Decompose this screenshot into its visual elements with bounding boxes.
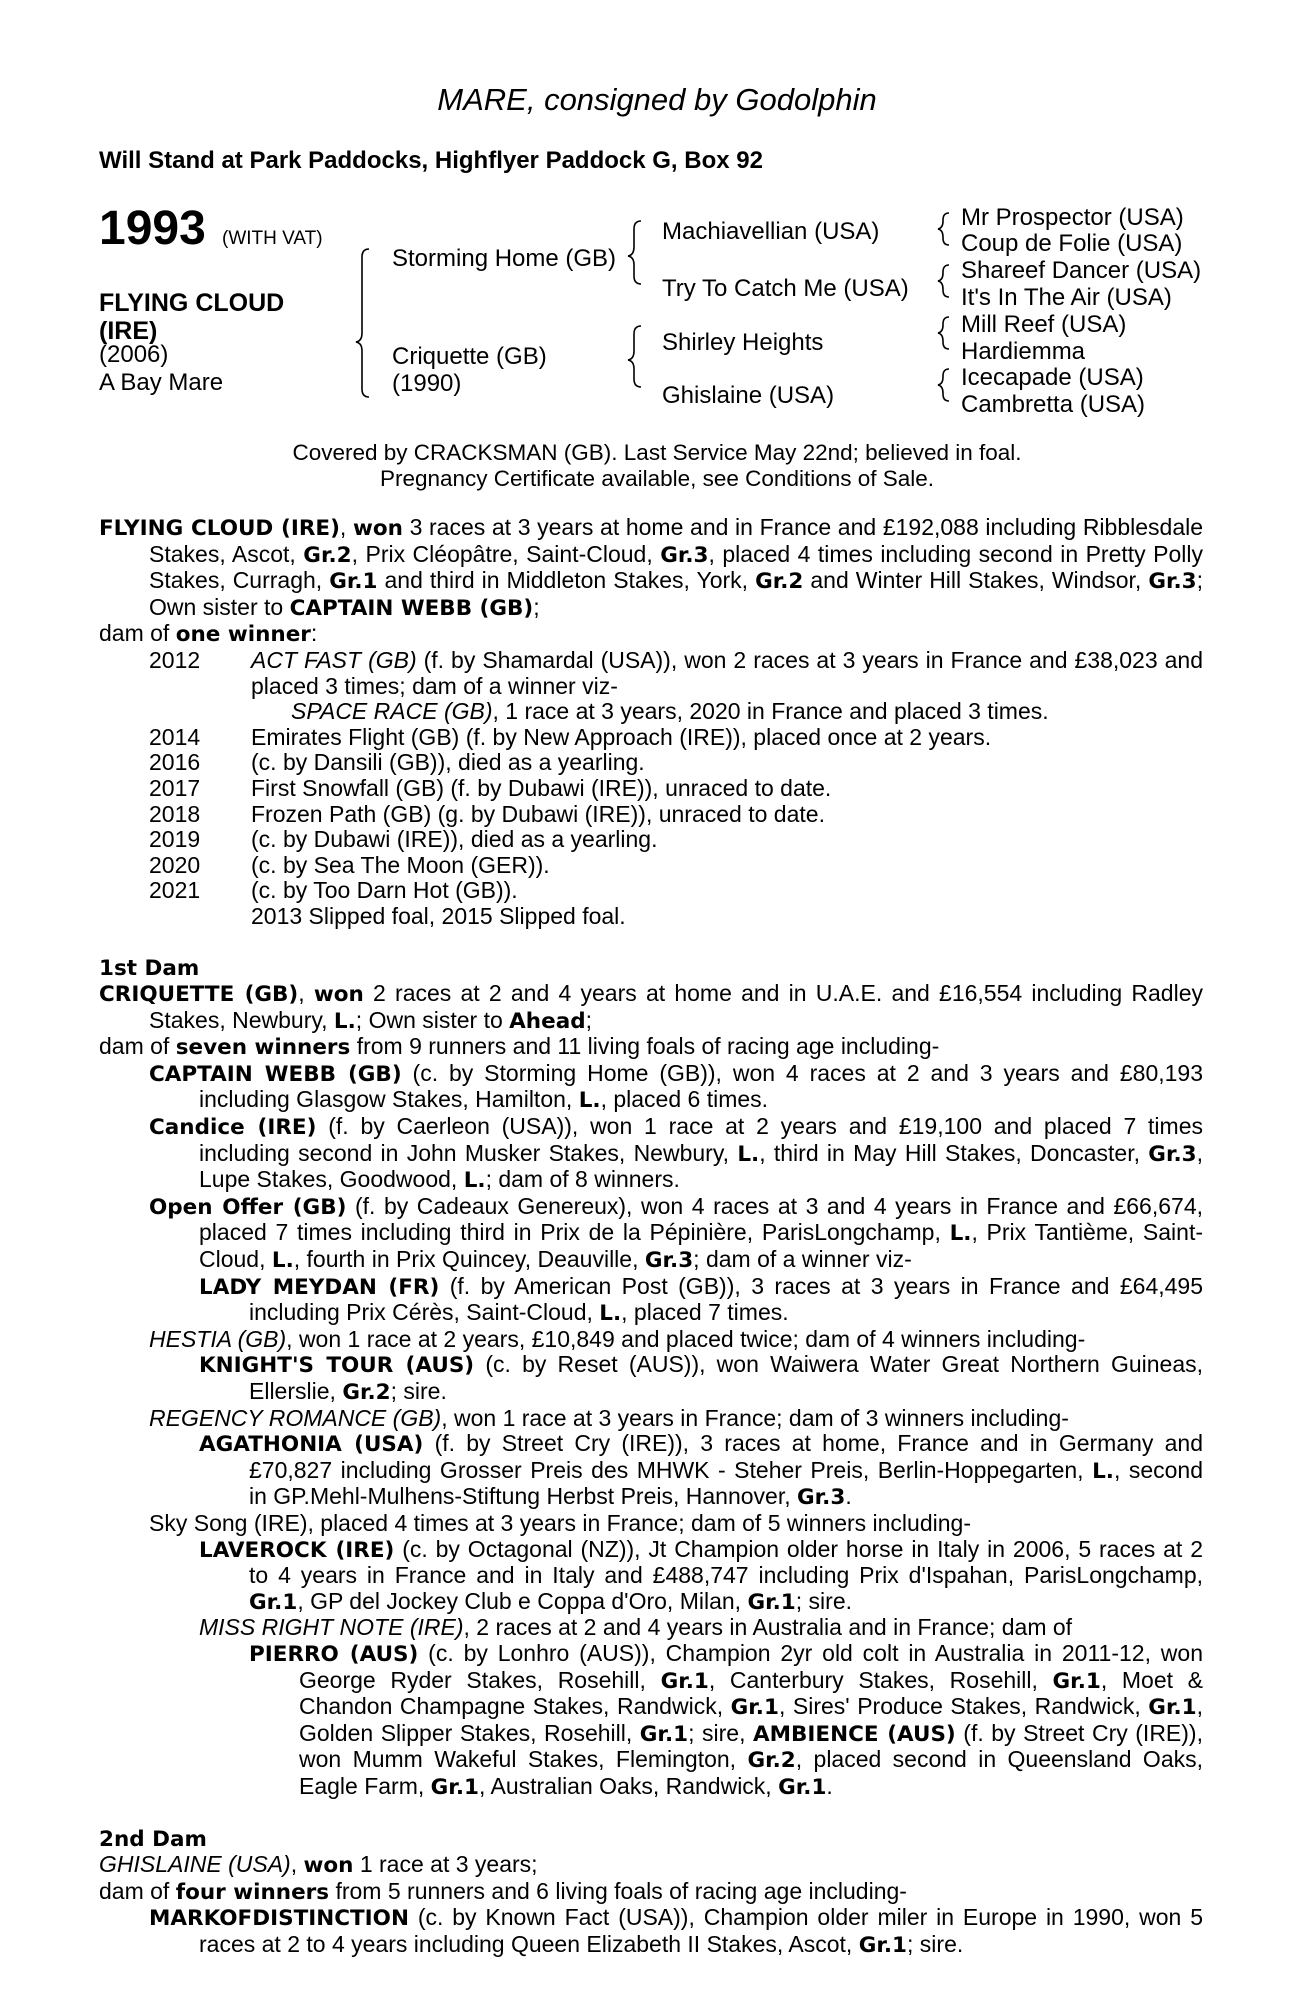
dam-name-bold: CRIQUETTE (GB): [99, 982, 299, 1008]
progeny-name: MARKOFDISTINCTION: [149, 1906, 409, 1932]
grade-label: L.: [949, 1221, 972, 1247]
progeny-name: HESTIA (GB): [149, 1325, 287, 1352]
progeny-name: KNIGHT'S TOUR (AUS): [199, 1353, 475, 1379]
progeny-year: 2017: [149, 774, 201, 801]
progeny-name: Open Offer (GB): [149, 1194, 347, 1220]
record-text: ; sire.: [907, 1930, 964, 1957]
grade-label: Gr.3: [660, 542, 709, 568]
second-dam-heading: 2nd Dam: [99, 1826, 207, 1852]
race-text: 3 races at 3 years at home and in France and £192,088 including Ribblesdale Stakes, Ascot,: [149, 514, 1204, 567]
vat-note: (WITH VAT): [222, 228, 323, 249]
progeny-year: 2014: [149, 723, 201, 750]
grade-label: Gr.2: [342, 1380, 391, 1405]
progeny-detail: Emirates Flight (GB) (f. by New Approach (IRE)), placed once at 2 years.: [251, 723, 992, 750]
progeny-row: [149, 904, 1203, 930]
great-grandparent-1: Mr Prospector (USA): [961, 204, 1184, 231]
won-label: won: [352, 516, 403, 541]
progeny-detail: (c. by Dansili (GB)), died as a yearling.: [251, 749, 645, 776]
grade-label: Gr.1: [778, 1774, 827, 1800]
grade-label: Gr.3: [1148, 1141, 1197, 1167]
record-text: (c. by Storming Home (GB)), won 4 races at 2 and 3 years and £80,193 including Glasgow Stakes, Hamilton,: [199, 1059, 1203, 1113]
grade-label: Gr.1: [660, 1668, 709, 1694]
record-text: ; Own sister to: [355, 1006, 510, 1033]
great-grandparent-4: It's In The Air (USA): [961, 284, 1172, 311]
dam-sire: Shirley Heights: [662, 329, 824, 356]
grade-label: L.: [578, 1088, 601, 1114]
progeny-row: [149, 827, 1203, 853]
record-text: ;: [585, 1006, 592, 1033]
record-text: ; sire.: [390, 1378, 447, 1404]
record-text: , Canterbury Stakes, Rosehill,: [708, 1666, 1053, 1693]
record-text: (c. by Lonhro (AUS)), Champion 2yr old colt in Australia in 2011-12, won George Ryder Stakes, Rosehill,: [299, 1639, 1203, 1693]
progeny-name: AGATHONIA (USA): [199, 1432, 424, 1458]
progeny-year: 2019: [149, 826, 201, 853]
progeny-year: [149, 904, 251, 930]
sire-dam: Try To Catch Me (USA): [662, 275, 909, 302]
record-text: , won 1 race at 2 years, £10,849 and placed twice; dam of 4 winners including-: [286, 1325, 1086, 1352]
record-text: ; sire,: [688, 1719, 753, 1746]
grade-label: Gr.1: [858, 1932, 908, 1958]
race-text: , placed 4 times including second in Pretty Polly Stakes, Curragh,: [149, 540, 1203, 594]
pedigree-table: [99, 202, 1229, 430]
dam-of-label: dam of: [99, 620, 176, 647]
progeny-name: MISS RIGHT NOTE (IRE): [199, 1614, 464, 1641]
grade-label: L.: [737, 1141, 760, 1167]
progeny-entry: [99, 1537, 1203, 1616]
race-record: FLYING CLOUD (IRE), won 3 races at 3 years at home and in France and £192,088 including Ribblesdale Stakes, Ascot, Gr.2, Prix Cléopâtre, Saint-Cloud, Gr.3, placed 4 times including second in Pretty Polly Stakes, Curragh, Gr.1 and third in Middleton Stakes, York, Gr.2 and Winter Hill Stakes, Windsor, Gr.3; Own sister to CAPTAIN WEBB (GB);: [99, 514, 1204, 621]
progeny-list: [99, 648, 1203, 930]
progeny-entry: [99, 1194, 1203, 1274]
stand-location: Will Stand at Park Paddocks, Highflyer Paddock G, Box 92: [99, 147, 763, 174]
progeny-text: [251, 699, 1203, 725]
sibling-name: Ahead: [509, 1008, 586, 1034]
record-text: ,: [290, 1851, 304, 1878]
progeny-year: 2016: [149, 749, 201, 776]
grade-label: Gr.1: [730, 1695, 779, 1721]
dam-dam: Ghislaine (USA): [662, 382, 835, 409]
progeny-entry: [99, 1511, 1203, 1537]
race-text: , Prix Cléopâtre, Saint-Cloud,: [351, 540, 661, 567]
progeny-entry: [99, 1274, 1203, 1327]
record-text: , Sires' Produce Stakes, Randwick,: [778, 1693, 1149, 1720]
grade-label: Gr.1: [639, 1721, 689, 1747]
progeny-entry: [99, 1431, 1203, 1511]
progeny-row: [149, 750, 1203, 776]
record-text: (f. by American Post (GB)), 3 races at 3 years in France and £64,495 including Prix Cérès, Saint-Cloud,: [249, 1272, 1203, 1326]
dam-year: (1990): [392, 370, 462, 397]
progeny-entry: [99, 1061, 1203, 1114]
grade-label: Gr.3: [644, 1248, 694, 1274]
progeny-entry: [99, 1114, 1203, 1194]
progeny-name: LADY MEYDAN (FR): [199, 1274, 440, 1300]
record-text: ; dam of 8 winners.: [485, 1166, 680, 1193]
progeny-name: ACT FAST (GB): [251, 646, 417, 673]
sibling-name: CAPTAIN WEBB (GB): [289, 595, 534, 621]
progeny-name: PIERRO (AUS): [249, 1641, 419, 1667]
progeny-year: 2020: [149, 851, 201, 878]
record-text: 1 race at 3 years;: [353, 1851, 538, 1878]
second-dam-record: [99, 1852, 1203, 1879]
covered-note: [0, 440, 1314, 492]
dam-name: Criquette (GB): [392, 343, 547, 370]
record-text: from 9 runners and 11 living foals of racing age including-: [350, 1033, 940, 1060]
record-text: , won 1 race at 3 years in France; dam of 3 winners including-: [441, 1404, 1069, 1431]
grade-label: Gr.1: [747, 1589, 796, 1615]
grade-label: Gr.1: [430, 1774, 479, 1800]
progeny-detail: (c. by Dubawi (IRE)), died as a yearling.: [251, 826, 658, 853]
race-text: and Winter Hill Stakes, Windsor,: [803, 567, 1149, 594]
dam-of-label: dam of: [99, 1033, 176, 1060]
catalogue-body: [99, 515, 1203, 1958]
dam-of-label: dam of: [99, 1877, 176, 1904]
record-text: ; sire.: [795, 1587, 852, 1614]
covered-line-1: Covered by CRACKSMAN (GB). Last Service May 22nd; believed in foal.: [292, 440, 1022, 465]
progeny-name: Candice (IRE): [149, 1115, 317, 1141]
progeny-year: [149, 699, 251, 725]
great-grandparent-7: Icecapade (USA): [961, 364, 1144, 391]
covered-line-2: Pregnancy Certificate available, see Conditions of Sale.: [379, 466, 935, 491]
record-text: , fourth in Prix Quincey, Deauville,: [293, 1246, 645, 1273]
horse-description: A Bay Mare: [99, 369, 224, 396]
progeny-detail: (c. by Too Darn Hot (GB)).: [251, 877, 518, 904]
record-text: , GP del Jockey Club e Coppa d'Oro, Milan,: [297, 1587, 748, 1614]
progeny-detail: Frozen Path (GB) (g. by Dubawi (IRE)), unraced to date.: [251, 800, 825, 827]
lot-number: 1993: [99, 202, 206, 255]
horse-name-line1: FLYING CLOUD: [99, 289, 285, 317]
progeny-entry: [99, 1406, 1203, 1432]
great-grandparent-8: Cambretta (USA): [961, 391, 1146, 418]
progeny-detail: (f. by Shamardal (USA)), won 2 races at 3 years in France and £38,023 and placed 3 times; dam of a winner viz-: [251, 646, 1203, 699]
record-text: 2 races at 2 and 4 years at home and in U.A.E. and £16,554 including Radley Stakes, Newbury,: [149, 980, 1203, 1033]
record-text: , Prix Tantième, Saint-Cloud,: [199, 1219, 1203, 1273]
progeny-entry: [99, 1641, 1203, 1801]
record-text: .: [845, 1483, 852, 1510]
race-text: ; Own sister to: [149, 567, 1204, 620]
sire-name: Storming Home (GB): [392, 245, 617, 272]
winner-count: seven winners: [175, 1035, 351, 1061]
record-text: , placed 7 times.: [621, 1299, 789, 1326]
grade-label: L.: [271, 1248, 294, 1274]
great-grandparent-3: Shareef Dancer (USA): [961, 257, 1202, 284]
grade-label: L.: [333, 1008, 356, 1034]
race-text: ;: [533, 593, 540, 620]
record-text: Sky Song (IRE), placed 4 times at 3 years in France; dam of 5 winners including-: [149, 1509, 971, 1536]
second-dam-summary: [99, 1879, 1203, 1906]
progeny-row: [149, 699, 1203, 725]
grade-label: Gr.1: [1052, 1668, 1101, 1694]
record-text: , second in GP.Mehl-Mulhens-Stiftung Herbst Preis, Hannover,: [249, 1456, 1203, 1510]
record-text: (c. by Octagonal (NZ)), Jt Champion older horse in Italy in 2006, 5 races at 2 to 4 years in France and in Italy and £488,747 including Prix d'Ispahan, ParisLongchamp,: [249, 1535, 1203, 1589]
record-text: ; dam of a winner viz-: [693, 1246, 912, 1273]
record-text: , Lupe Stakes, Goodwood,: [199, 1139, 1203, 1193]
record-text: (f. by Cadeaux Genereux), won 4 races at 3 and 4 years in France and £66,674, placed 7 times including third in Prix de la Pépinière, ParisLongchamp,: [199, 1192, 1203, 1246]
record-text: (c. by Reset (AUS)), won Waiwera Water Great Northern Guineas, Ellerslie,: [249, 1351, 1203, 1404]
progeny-entry: [99, 1327, 1203, 1353]
winner-count: one winner: [175, 622, 311, 648]
grade-label: L.: [599, 1301, 622, 1327]
great-grandparent-6: Hardiemma: [961, 338, 1086, 365]
progeny-entry: [99, 1615, 1203, 1641]
grade-label: Gr.3: [1148, 569, 1197, 595]
progeny-row: [149, 802, 1203, 828]
record-text: .: [826, 1772, 833, 1799]
great-grandparent-2: Coup de Folie (USA): [961, 230, 1183, 257]
record-text: (f. by Street Cry (IRE)), won Mumm Wakeful Stakes, Flemington,: [299, 1719, 1203, 1773]
grade-label: Gr.2: [755, 569, 804, 595]
first-dam-heading: 1st Dam: [99, 955, 200, 981]
record-text: , placed 6 times.: [600, 1086, 769, 1113]
progeny-name: CAPTAIN WEBB (GB): [149, 1061, 402, 1087]
horse-name-bold: FLYING CLOUD (IRE): [99, 516, 340, 541]
great-grandparent-5: Mill Reef (USA): [961, 311, 1127, 338]
record-text: , 2 races at 2 and 4 years in Australia and in France; dam of: [463, 1614, 1073, 1641]
dam-name-italic: GHISLAINE (USA): [99, 1851, 291, 1878]
won-label: won: [313, 982, 364, 1008]
record-text: , placed second in Queensland Oaks, Eagle Farm,: [299, 1746, 1203, 1799]
record-text: (f. by Caerleon (USA)), won 1 race at 2 years and £19,100 and placed 7 times including second in John Musker Stakes, Newbury,: [199, 1113, 1203, 1166]
progeny-year: 2012: [149, 646, 201, 673]
sire-sire: Machiavellian (USA): [662, 218, 880, 245]
page-title: MARE, consigned by Godolphin: [437, 82, 877, 117]
record-text: , Australian Oaks, Randwick,: [478, 1772, 779, 1799]
progeny-name: SPACE RACE (GB): [291, 698, 493, 725]
record-text: , Golden Slipper Stakes, Rosehill,: [299, 1693, 1203, 1746]
progeny-name: LAVEROCK (IRE): [199, 1537, 395, 1563]
record-text: from 5 runners and 6 living foals of racing age including-: [329, 1877, 907, 1904]
record-text: , Moet & Chandon Champagne Stakes, Randwick,: [299, 1666, 1203, 1720]
dam-of-line: [99, 621, 1203, 648]
progeny-row: [149, 725, 1203, 751]
grade-label: L.: [1092, 1458, 1114, 1484]
grade-label: L.: [463, 1168, 486, 1194]
progeny-detail: , 1 race at 3 years, 2020 in France and placed 3 times.: [492, 698, 1049, 725]
foaled-year: (2006): [99, 341, 169, 368]
progeny-name: REGENCY ROMANCE (GB): [149, 1404, 442, 1431]
race-text: and third in Middleton Stakes, York,: [377, 567, 756, 594]
grade-label: Gr.1: [1148, 1695, 1197, 1721]
progeny-detail: (c. by Sea The Moon (GER)).: [251, 851, 550, 878]
progeny-row: [149, 853, 1203, 879]
grade-label: Gr.1: [249, 1589, 298, 1615]
progeny-entry: [99, 1905, 1203, 1958]
progeny-text: [251, 648, 1203, 699]
record-text: , third in May Hill Stakes, Doncaster,: [759, 1139, 1149, 1166]
progeny-year: 2018: [149, 800, 201, 827]
progeny-detail: 2013 Slipped foal, 2015 Slipped foal.: [251, 902, 626, 929]
progeny-name: AMBIENCE (AUS): [753, 1721, 956, 1747]
first-dam-record: CRIQUETTE (GB), won 2 races at 2 and 4 years at home and in U.A.E. and £16,554 including Radley Stakes, Newbury, L.; Own sister to Ahead;: [99, 980, 1203, 1034]
progeny-row: [149, 878, 1203, 904]
won-label: won: [303, 1853, 354, 1879]
grade-label: Gr.2: [747, 1748, 796, 1774]
first-dam-summary: [99, 1034, 1203, 1061]
grade-label: Gr.1: [329, 569, 378, 595]
progeny-detail: First Snowfall (GB) (f. by Dubawi (IRE)), unraced to date.: [251, 774, 832, 801]
grade-label: Gr.2: [303, 542, 352, 568]
progeny-row: [149, 648, 1203, 699]
grade-label: Gr.3: [797, 1485, 846, 1511]
record-text: (f. by Street Cry (IRE)), 3 races at home, France and in Germany and £70,827 including Grosser Preis des MHWK - Steher Preis, Berlin-Hoppegarten,: [249, 1430, 1204, 1483]
progeny-year: 2021: [149, 877, 201, 904]
horse-name-line2: (IRE): [99, 317, 158, 345]
record-text: (c. by Known Fact (USA)), Champion older miler in Europe in 1990, won 5 races at 2 to 4 years including Queen Elizabeth II Stakes, Ascot,: [199, 1904, 1203, 1957]
progeny-entry: [99, 1352, 1203, 1405]
winner-count: four winners: [175, 1879, 330, 1905]
progeny-row: [149, 776, 1203, 802]
colon: :: [310, 620, 318, 647]
